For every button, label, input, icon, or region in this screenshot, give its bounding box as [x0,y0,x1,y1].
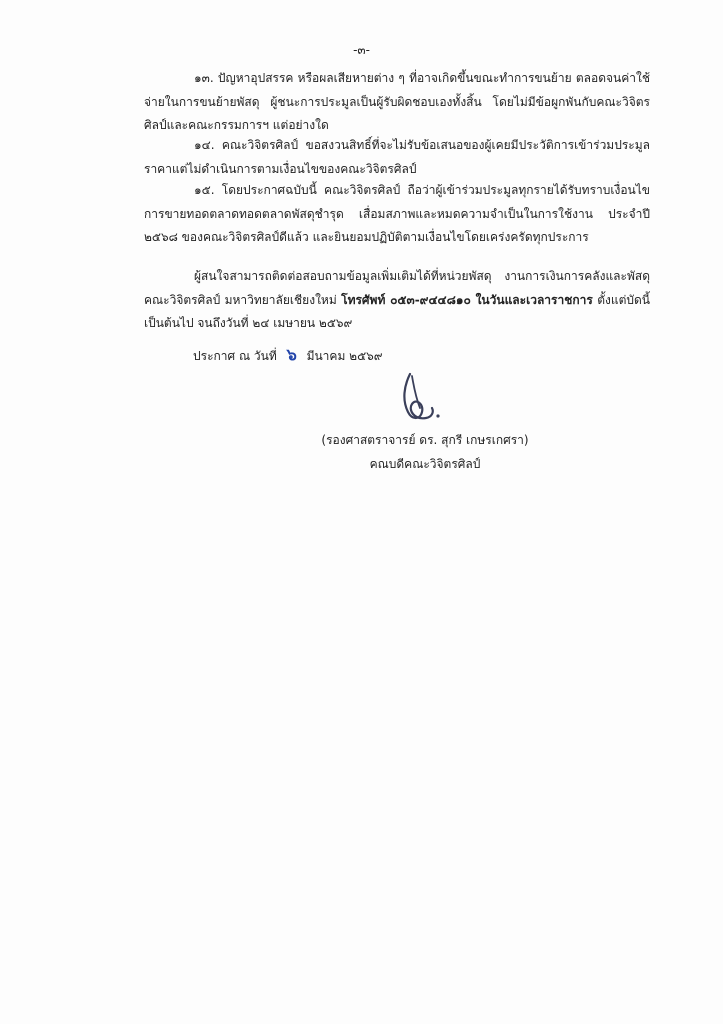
page-number: -๓- [353,43,370,57]
handwritten-signature [398,368,446,428]
announce-date-month-year: มีนาคม ๒๕๖๙ [306,349,383,363]
clause-15: ๑๕. โดยประกาศฉบับนี้ คณะวิจิตรศิลป์ ถือว่าผู้เข้าร่วมประมูลทุกรายได้รับทราบเงื่อนไขการขายทอดตลาดทอดตลาดพัสดุชำรุด เสื่อมสภาพและหมดความจำเป็นในการใช้งาน ประจำปี ๒๕๖๘ ของคณะวิจิตรศิลป์ดีแล้ว และยินยอมปฏิบัติตามเงื่อนไขโดยเคร่งครัดทุกประการ [144,183,650,244]
contact-phone: โทรศัพท์ ๐๕๓-๙๔๔๘๑๐ ในวันและเวลาราชการ [341,292,593,307]
announce-date [193,343,383,368]
clause-13: ๑๓. ปัญหาอุปสรรค หรือผลเสียหายต่าง ๆ ที่อาจเกิดขึ้นขณะทำการขนย้าย ตลอดจนค่าใช้จ่ายในการขนย้ายพัสดุ ผู้ชนะการประมูลเป็นผู้รับผิดชอบเองทั้งสิ้น โดยไม่มีข้อผูกพันกับคณะวิจิตรศิลป์และคณะกรรมการฯ แต่อย่างใด [144,71,650,132]
contact-deadline: ตั้งแต่บัดนี้เป็นต้นไป จนถึงวันที่ ๒๔ เมษายน ๒๕๖๙ [144,292,650,330]
contact-text: ผู้สนใจสามารถติดต่อสอบถามข้อมูลเพิ่มเติมได้ที่หน่วยพัสดุ งานการเงินการคลังและพัสดุ คณะวิจิตรศิลป์ มหาวิทยาลัยเชียงใหม่ [144,269,650,307]
contact-paragraph [144,265,650,336]
announce-date-prefix: ประกาศ ณ วันที่ [193,349,277,363]
signatory-name: (รองศาสตราจารย์ ดร. สุกรี เกษรเกศรา) [321,433,529,447]
announce-date-day: ๖ [286,345,297,364]
clause-14: ๑๔. คณะวิจิตรศิลป์ ขอสงวนสิทธิ์ที่จะไม่รับข้อเสนอของผู้เคยมีประวัติการเข้าร่วมประมูลราคาแต่ไม่ดำเนินการตามเงื่อนไขของคณะวิจิตรศิลป์ [144,138,650,176]
signatory-title: คณบดีคณะวิจิตรศิลป์ [369,457,481,471]
